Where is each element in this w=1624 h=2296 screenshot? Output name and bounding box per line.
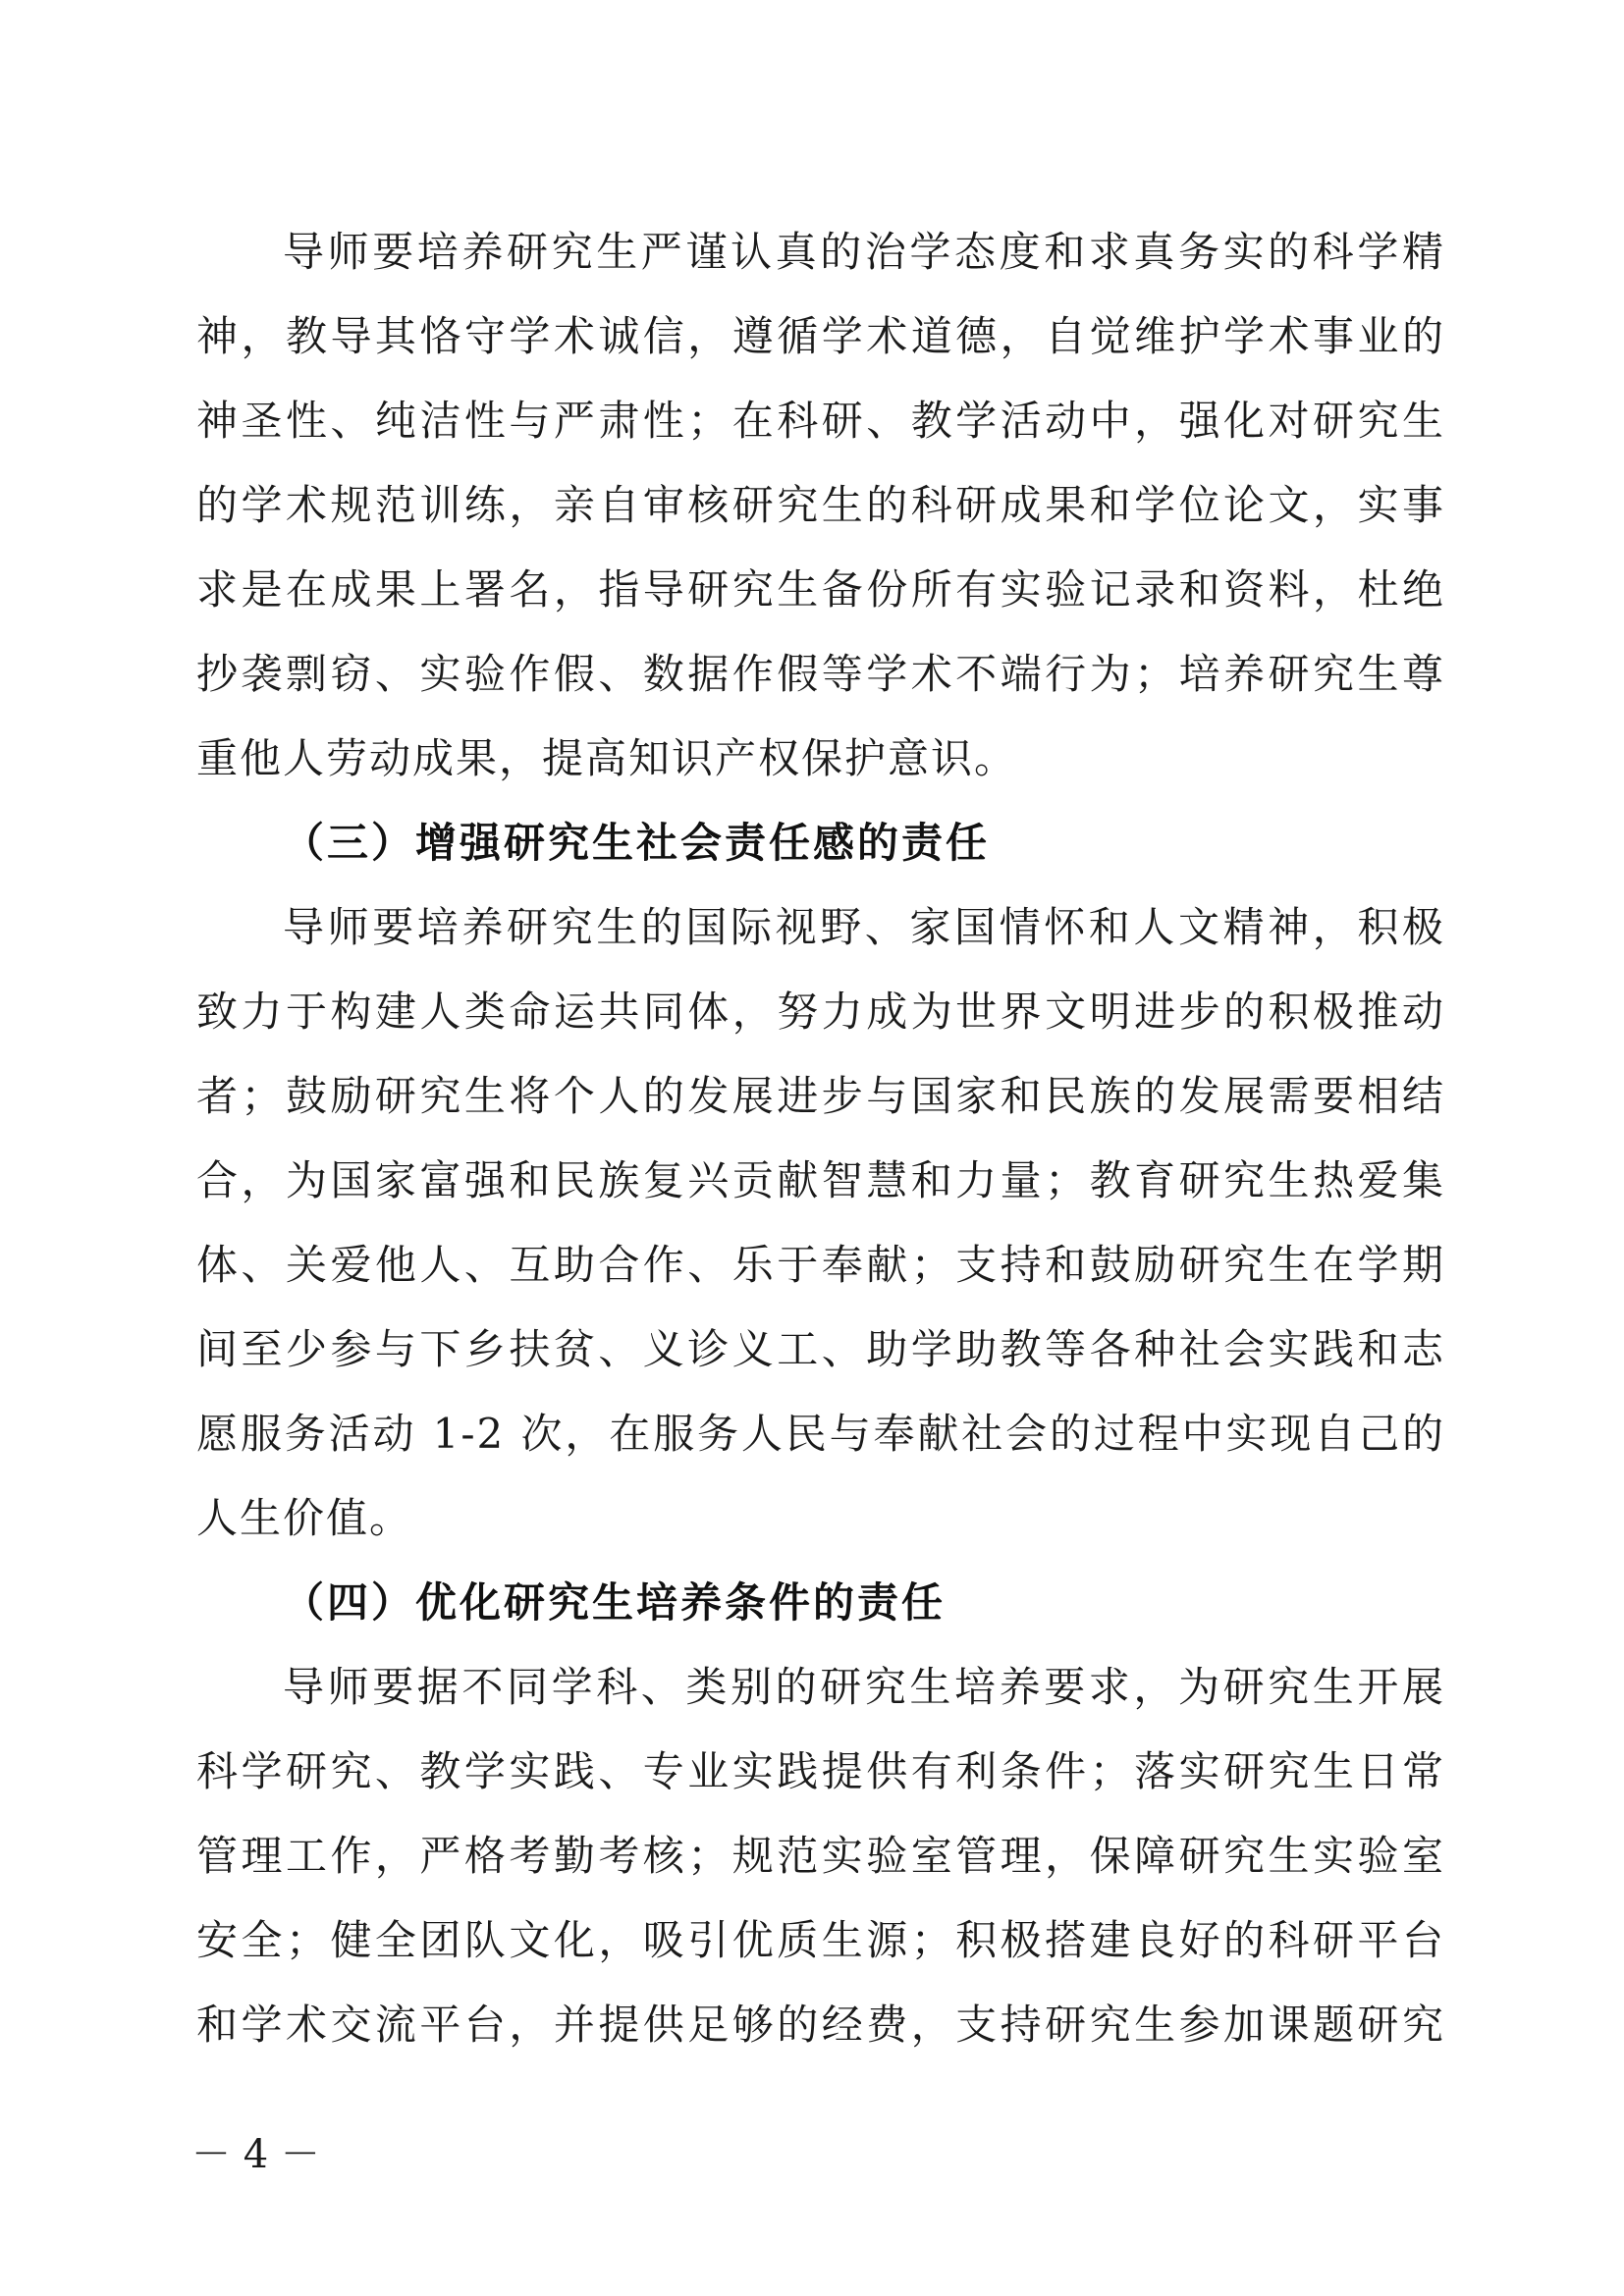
paragraph-line: 导师要据不同学科、类别的研究生培养要求，为研究生开展: [283, 1663, 1445, 1711]
paragraph-line: 导师要培养研究生严谨认真的治学态度和求真务实的科学精: [283, 228, 1445, 276]
paragraph-line: 致力于构建人类命运共同体，努力成为世界文明进步的积极推动: [196, 988, 1445, 1036]
paragraph-line: 的学术规范训练，亲自审核研究生的科研成果和学位论文，实事: [196, 481, 1445, 529]
page-number: － 4 －: [191, 2132, 320, 2177]
paragraph-line: 重他人劳动成果，提高知识产权保护意识。: [196, 734, 1018, 782]
paragraph-line: 抄袭剽窃、实验作假、数据作假等学术不端行为；培养研究生尊: [196, 650, 1445, 698]
paragraph-line: 间至少参与下乡扶贫、义诊义工、助学助教等各种社会实践和志: [196, 1325, 1445, 1373]
paragraph-line: 合，为国家富强和民族复兴贡献智慧和力量；教育研究生热爱集: [196, 1156, 1445, 1204]
paragraph-line: 管理工作，严格考勤考核；规范实验室管理，保障研究生实验室: [196, 1832, 1445, 1880]
paragraph-line: 人生价值。: [196, 1494, 413, 1542]
paragraph-line: 科学研究、教学实践、专业实践提供有利条件；落实研究生日常: [196, 1747, 1445, 1795]
section-heading-4: （四）优化研究生培养条件的责任: [283, 1578, 947, 1627]
paragraph-line: 导师要培养研究生的国际视野、家国情怀和人文精神，积极: [283, 903, 1445, 951]
paragraph-line: 神，教导其恪守学术诚信，遵循学术道德，自觉维护学术事业的: [196, 312, 1445, 360]
paragraph-line: 者；鼓励研究生将个人的发展进步与国家和民族的发展需要相结: [196, 1072, 1445, 1120]
section-heading-3: （三）增强研究生社会责任感的责任: [283, 819, 991, 867]
paragraph-line: 和学术交流平台，并提供足够的经费，支持研究生参加课题研究: [196, 2001, 1445, 2049]
paragraph-line: 体、关爱他人、互助合作、乐于奉献；支持和鼓励研究生在学期: [196, 1241, 1445, 1289]
paragraph-line: 求是在成果上署名，指导研究生备份所有实验记录和资料，杜绝: [196, 565, 1445, 614]
paragraph-line: 愿服务活动 1-2 次，在服务人民与奉献社会的过程中实现自己的: [196, 1410, 1445, 1458]
paragraph-line: 神圣性、纯洁性与严肃性；在科研、教学活动中，强化对研究生: [196, 397, 1445, 445]
paragraph-line: 安全；健全团队文化，吸引优质生源；积极搭建良好的科研平台: [196, 1916, 1445, 1964]
